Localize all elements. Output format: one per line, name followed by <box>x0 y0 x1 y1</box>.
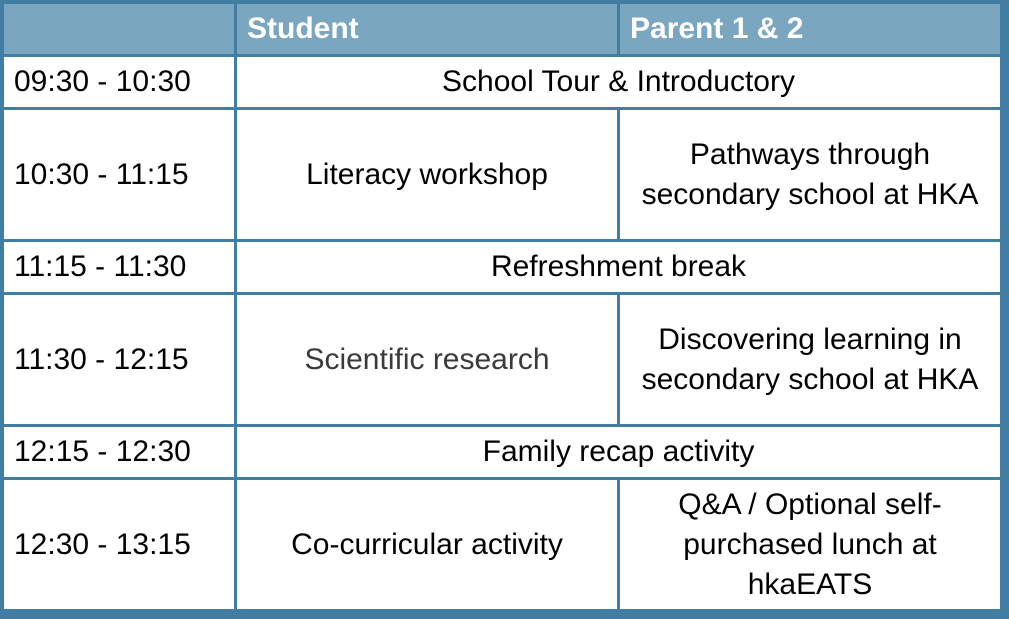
parent-activity-cell: Pathways through secondary school at HKA <box>620 110 1000 239</box>
parent-activity-cell: Q&A / Optional self-purchased lunch at hkaEATS <box>620 480 1000 609</box>
header-parents: Parent 1 & 2 <box>620 4 1000 54</box>
header-corner-cell <box>4 4 234 54</box>
schedule-table <box>1 1 1003 612</box>
student-activity-cell: Co-curricular activity <box>237 480 617 609</box>
table-row <box>4 57 1000 107</box>
table-row <box>4 295 1000 424</box>
time-cell: 12:15 - 12:30 <box>4 427 234 477</box>
shared-activity-cell: Family recap activity <box>237 427 1000 477</box>
parent-activity-cell: Discovering learning in secondary school at HKA <box>620 295 1000 424</box>
table-row <box>4 480 1000 609</box>
student-activity-cell: Scientific research <box>237 295 617 424</box>
table-row <box>4 427 1000 477</box>
table-row <box>4 110 1000 239</box>
header-student: Student <box>237 4 617 54</box>
time-cell: 11:15 - 11:30 <box>4 242 234 292</box>
shared-activity-cell: School Tour & Introductory <box>237 57 1000 107</box>
shared-activity-cell: Refreshment break <box>237 242 1000 292</box>
time-cell: 10:30 - 11:15 <box>4 110 234 239</box>
table-row <box>4 242 1000 292</box>
time-cell: 12:30 - 13:15 <box>4 480 234 609</box>
time-cell: 11:30 - 12:15 <box>4 295 234 424</box>
student-activity-cell: Literacy workshop <box>237 110 617 239</box>
header-row <box>4 4 1000 54</box>
time-cell: 09:30 - 10:30 <box>4 57 234 107</box>
